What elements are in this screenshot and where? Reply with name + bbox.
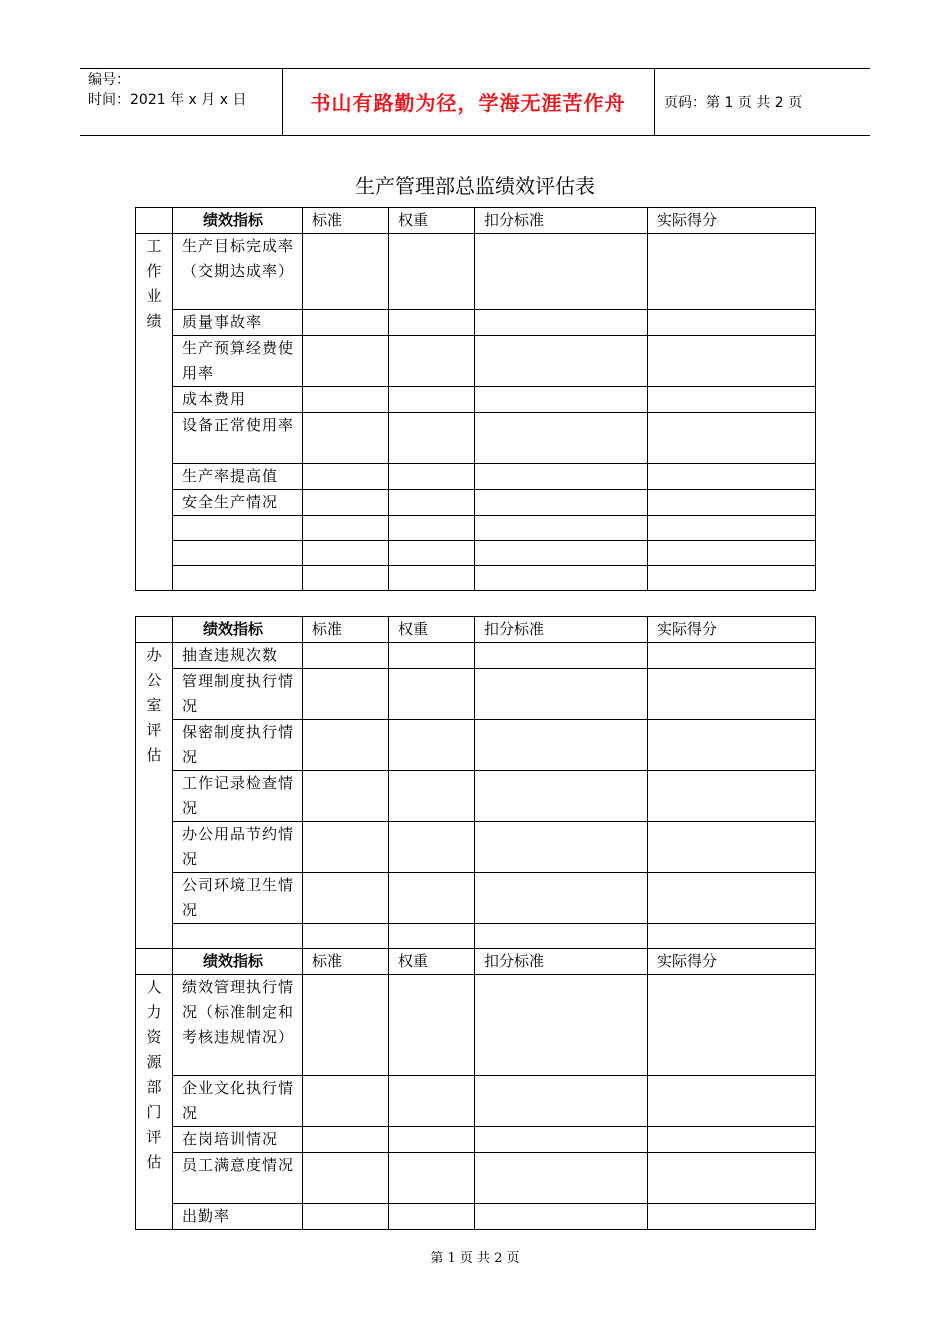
column-header: 扣分标准 xyxy=(475,208,648,234)
table-row xyxy=(136,1127,816,1153)
score-input-cell[interactable] xyxy=(648,234,816,310)
score-input-cell[interactable] xyxy=(389,1076,475,1127)
score-input-cell[interactable] xyxy=(303,1204,389,1230)
score-input-cell[interactable] xyxy=(303,975,389,1076)
score-input-cell[interactable] xyxy=(475,720,648,771)
column-header: 权重 xyxy=(389,617,475,643)
table-row xyxy=(136,669,816,720)
indicator-cell: 设备正常使用率 xyxy=(173,413,303,464)
header-divider xyxy=(654,68,655,135)
score-input-cell[interactable] xyxy=(389,1153,475,1204)
score-input-cell[interactable] xyxy=(389,413,475,464)
table-row xyxy=(136,822,816,873)
indicator-cell: 工作记录检查情况 xyxy=(173,771,303,822)
table-row xyxy=(136,924,816,949)
score-input-cell[interactable] xyxy=(475,822,648,873)
score-input-cell[interactable] xyxy=(475,1076,648,1127)
score-input-cell[interactable] xyxy=(475,975,648,1076)
score-input-cell[interactable] xyxy=(475,413,648,464)
column-header: 绩效指标 xyxy=(173,208,303,234)
score-input-cell[interactable] xyxy=(648,1076,816,1127)
score-input-cell[interactable] xyxy=(648,490,816,516)
score-input-cell[interactable] xyxy=(648,873,816,924)
score-input-cell[interactable] xyxy=(303,336,389,387)
table-row xyxy=(136,1076,816,1127)
score-input-cell[interactable] xyxy=(475,1153,648,1204)
score-input-cell[interactable] xyxy=(648,413,816,464)
category-label: 办公室评估 xyxy=(146,646,162,764)
score-input-cell[interactable] xyxy=(648,720,816,771)
table-row xyxy=(136,1153,816,1204)
score-input-cell[interactable] xyxy=(389,541,475,566)
score-input-cell[interactable] xyxy=(648,975,816,1076)
indicator-cell: 在岗培训情况 xyxy=(173,1127,303,1153)
page-footer: 第 1 页 共 2 页 xyxy=(430,1251,520,1266)
score-input-cell[interactable] xyxy=(475,234,648,310)
score-input-cell[interactable] xyxy=(475,464,648,490)
column-header: 扣分标准 xyxy=(475,949,648,975)
doc-date-label: 时间：2021 年 x 月 x 日 xyxy=(88,92,247,108)
indicator-cell: 绩效管理执行情况（标准制定和考核违规情况） xyxy=(173,975,303,1076)
header-blank-cell xyxy=(136,949,173,975)
indicator-cell: 生产目标完成率（交期达成率） xyxy=(173,234,303,310)
score-input-cell[interactable] xyxy=(648,822,816,873)
score-input-cell[interactable] xyxy=(303,643,389,669)
score-input-cell[interactable] xyxy=(475,336,648,387)
score-input-cell[interactable] xyxy=(389,975,475,1076)
score-input-cell[interactable] xyxy=(389,1127,475,1153)
score-input-cell[interactable] xyxy=(303,924,389,949)
score-input-cell[interactable] xyxy=(389,873,475,924)
score-input-cell[interactable] xyxy=(648,924,816,949)
header-left xyxy=(88,70,246,110)
score-input-cell[interactable] xyxy=(389,336,475,387)
table-header-row xyxy=(136,949,816,975)
score-input-cell[interactable] xyxy=(389,771,475,822)
score-input-cell[interactable] xyxy=(475,310,648,336)
column-header: 绩效指标 xyxy=(173,617,303,643)
score-input-cell[interactable] xyxy=(475,873,648,924)
score-input-cell[interactable] xyxy=(475,387,648,413)
table-row xyxy=(136,566,816,591)
score-input-cell[interactable] xyxy=(475,1127,648,1153)
table-row xyxy=(136,541,816,566)
score-input-cell[interactable] xyxy=(648,336,816,387)
indicator-cell: 办公用品节约情况 xyxy=(173,822,303,873)
table-row xyxy=(136,464,816,490)
score-input-cell[interactable] xyxy=(475,924,648,949)
performance-table-work xyxy=(135,207,816,591)
score-input-cell[interactable] xyxy=(389,822,475,873)
table-header-row xyxy=(136,208,816,234)
table-header-row xyxy=(136,617,816,643)
column-header: 权重 xyxy=(389,949,475,975)
score-input-cell[interactable] xyxy=(303,822,389,873)
score-input-cell[interactable] xyxy=(475,541,648,566)
table-row xyxy=(136,873,816,924)
page-title: 生产管理部总监绩效评估表 xyxy=(355,174,595,198)
indicator-cell xyxy=(173,541,303,566)
score-input-cell[interactable] xyxy=(303,1076,389,1127)
score-input-cell[interactable] xyxy=(389,1204,475,1230)
score-input-cell[interactable] xyxy=(475,566,648,591)
score-input-cell[interactable] xyxy=(303,720,389,771)
score-input-cell[interactable] xyxy=(475,643,648,669)
table-row xyxy=(136,336,816,387)
indicator-cell: 安全生产情况 xyxy=(173,490,303,516)
score-input-cell[interactable] xyxy=(389,490,475,516)
table-row xyxy=(136,413,816,464)
header-page-label: 页码：第 1 页 共 2 页 xyxy=(664,94,803,111)
doc-number-label: 编号： xyxy=(88,72,130,88)
score-input-cell[interactable] xyxy=(475,771,648,822)
score-input-cell[interactable] xyxy=(303,566,389,591)
column-header: 扣分标准 xyxy=(475,617,648,643)
score-input-cell[interactable] xyxy=(303,464,389,490)
score-input-cell[interactable] xyxy=(389,669,475,720)
score-input-cell[interactable] xyxy=(648,1153,816,1204)
indicator-cell: 生产预算经费使用率 xyxy=(173,336,303,387)
score-input-cell[interactable] xyxy=(475,669,648,720)
column-header: 标准 xyxy=(303,949,389,975)
table-row xyxy=(136,387,816,413)
score-input-cell[interactable] xyxy=(648,464,816,490)
category-label: 工作业绩 xyxy=(146,237,162,330)
score-input-cell[interactable] xyxy=(389,643,475,669)
score-input-cell[interactable] xyxy=(389,310,475,336)
score-input-cell[interactable] xyxy=(389,924,475,949)
score-input-cell[interactable] xyxy=(648,1127,816,1153)
score-input-cell[interactable] xyxy=(648,541,816,566)
score-input-cell[interactable] xyxy=(303,771,389,822)
score-input-cell[interactable] xyxy=(389,387,475,413)
table-row xyxy=(136,975,816,1076)
category-cell xyxy=(136,234,173,591)
score-input-cell[interactable] xyxy=(303,310,389,336)
score-input-cell[interactable] xyxy=(389,234,475,310)
column-header: 权重 xyxy=(389,208,475,234)
column-header: 标准 xyxy=(303,208,389,234)
indicator-cell xyxy=(173,566,303,591)
table-row xyxy=(136,720,816,771)
indicator-cell: 保密制度执行情况 xyxy=(173,720,303,771)
score-input-cell[interactable] xyxy=(648,310,816,336)
indicator-cell: 质量事故率 xyxy=(173,310,303,336)
score-input-cell[interactable] xyxy=(648,566,816,591)
category-cell xyxy=(136,975,173,1230)
indicator-cell: 公司环境卫生情况 xyxy=(173,873,303,924)
column-header: 实际得分 xyxy=(648,617,816,643)
table-row xyxy=(136,490,816,516)
column-header: 实际得分 xyxy=(648,208,816,234)
score-input-cell[interactable] xyxy=(303,1153,389,1204)
header-bottom-rule xyxy=(80,135,870,136)
header-slogan: 书山有路勤为径，学海无涯苦作舟 xyxy=(310,91,626,115)
performance-table-office-hr xyxy=(135,616,816,1230)
table-row xyxy=(136,1204,816,1230)
indicator-cell: 抽查违规次数 xyxy=(173,643,303,669)
score-input-cell[interactable] xyxy=(303,387,389,413)
score-input-cell[interactable] xyxy=(389,464,475,490)
score-input-cell[interactable] xyxy=(303,413,389,464)
indicator-cell: 管理制度执行情况 xyxy=(173,669,303,720)
table-row xyxy=(136,234,816,310)
score-input-cell[interactable] xyxy=(389,516,475,541)
category-label: 人力资源部门评估 xyxy=(146,978,162,1171)
indicator-cell: 出勤率 xyxy=(173,1204,303,1230)
indicator-cell: 员工满意度情况 xyxy=(173,1153,303,1204)
header-blank-cell xyxy=(136,617,173,643)
score-input-cell[interactable] xyxy=(303,1127,389,1153)
score-input-cell[interactable] xyxy=(389,720,475,771)
indicator-cell: 生产率提高值 xyxy=(173,464,303,490)
category-cell xyxy=(136,643,173,949)
indicator-cell xyxy=(173,516,303,541)
score-input-cell[interactable] xyxy=(303,490,389,516)
indicator-cell: 成本费用 xyxy=(173,387,303,413)
score-input-cell[interactable] xyxy=(475,490,648,516)
table-row xyxy=(136,516,816,541)
score-input-cell[interactable] xyxy=(648,387,816,413)
header-blank-cell xyxy=(136,208,173,234)
score-input-cell[interactable] xyxy=(475,516,648,541)
column-header: 标准 xyxy=(303,617,389,643)
score-input-cell[interactable] xyxy=(648,516,816,541)
table-row xyxy=(136,310,816,336)
score-input-cell[interactable] xyxy=(303,669,389,720)
table-row xyxy=(136,643,816,669)
column-header: 绩效指标 xyxy=(173,949,303,975)
score-input-cell[interactable] xyxy=(648,1204,816,1230)
score-input-cell[interactable] xyxy=(648,669,816,720)
score-input-cell[interactable] xyxy=(303,541,389,566)
score-input-cell[interactable] xyxy=(648,643,816,669)
indicator-cell: 企业文化执行情况 xyxy=(173,1076,303,1127)
score-input-cell[interactable] xyxy=(475,1204,648,1230)
score-input-cell[interactable] xyxy=(648,771,816,822)
score-input-cell[interactable] xyxy=(389,566,475,591)
score-input-cell[interactable] xyxy=(303,516,389,541)
column-header: 实际得分 xyxy=(648,949,816,975)
table-row xyxy=(136,771,816,822)
indicator-cell xyxy=(173,924,303,949)
score-input-cell[interactable] xyxy=(303,873,389,924)
score-input-cell[interactable] xyxy=(303,234,389,310)
